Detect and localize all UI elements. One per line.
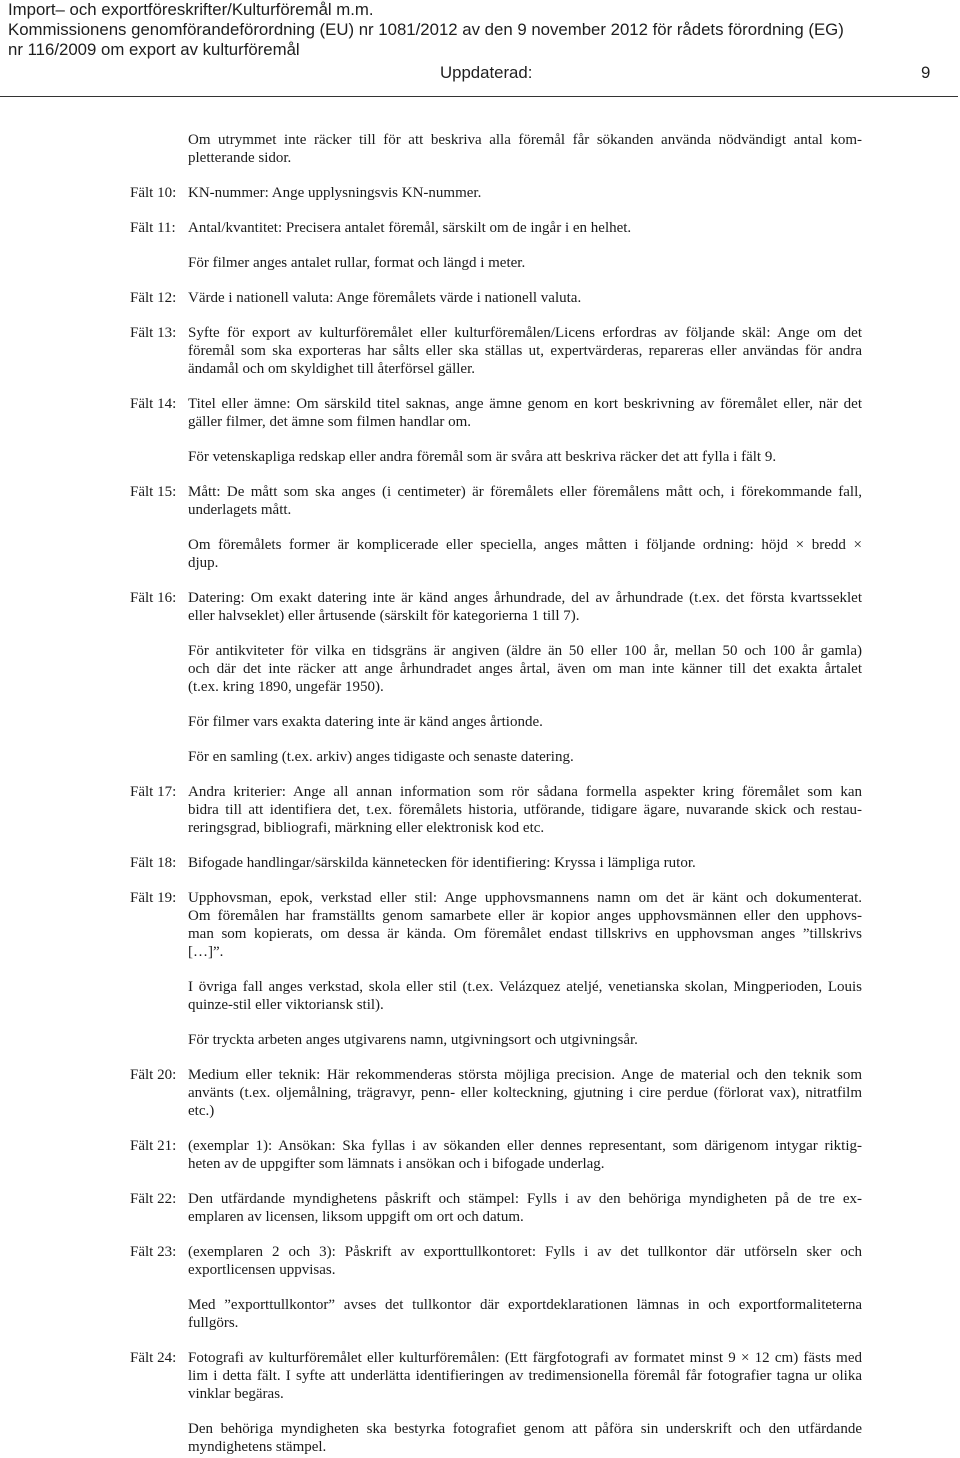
field-label: Fält 24: xyxy=(130,1350,177,1366)
field-11-note xyxy=(188,254,862,272)
text-line: man som kopierats, om dessa är kända. Om föremålet endast tillskrivs en upphovsman anges ”tillskrivs xyxy=(188,926,862,942)
text-line: Den behöriga myndigheten ska bestyrka fotografiet genom att påföra sin underskrift och den utfärdande xyxy=(188,1421,862,1437)
text-line: Bifogade handlingar/särskilda kännetecken för identifiering: Kryssa i lämpliga rutor. xyxy=(188,855,696,871)
text-line: KN-nummer: Ange upplysningsvis KN-nummer. xyxy=(188,185,482,201)
text-line: Mått: De mått som ska anges (i centimeter) är föremålets eller föremålens mått och, i förekommande fall, xyxy=(188,484,862,500)
text-line: Värde i nationell valuta: Ange föremålets värde i nationell valuta. xyxy=(188,290,582,306)
field-10 xyxy=(130,184,862,202)
field-16 xyxy=(130,589,862,625)
text-line: För vetenskapliga redskap eller andra föremål som är svåra att beskriva räcker det att fylla i fält 9. xyxy=(188,449,777,465)
text-line: exportlicensen uppvisas. xyxy=(188,1262,336,1278)
text-line: För tryckta arbeten anges utgivarens namn, utgivningsort och utgivningsår. xyxy=(188,1032,638,1048)
text-line: Med ”exporttullkontor” avses det tullkontor där exportdeklarationen lämnas in och exportformaliteterna xyxy=(188,1297,862,1313)
field-label: Fält 22: xyxy=(130,1191,177,1207)
field-14 xyxy=(130,395,862,431)
field-21 xyxy=(130,1137,862,1173)
text-line: använts (t.ex. oljemålning, trägravyr, penn- eller kolteckning, gjutning i cire perdue (förlorat vax), nitratfilm xyxy=(188,1085,862,1101)
field-label: Fält 10: xyxy=(130,185,177,201)
running-title: Import– och exportföreskrifter/Kulturföremål m.m. xyxy=(8,0,374,19)
field-19-note-1 xyxy=(188,978,862,1014)
text-line: fullgörs. xyxy=(188,1315,239,1331)
text-line: lim i detta fält. I syfte att underlätta identifieringen av tredimensionella föremål får fotografier tagna ur olika xyxy=(188,1368,862,1384)
text-line: myndighetens stämpel. xyxy=(188,1439,327,1455)
field-13 xyxy=(130,324,862,378)
text-line: Om föremålen har framställts genom samarbete eller är kopior anges upphovsmännen eller den upphovs- xyxy=(188,908,862,924)
field-24 xyxy=(130,1349,862,1403)
field-19 xyxy=(130,889,862,961)
field-label: Fält 14: xyxy=(130,396,177,412)
field-label: Fält 19: xyxy=(130,890,177,906)
text-line: Upphovsman, epok, verkstad eller stil: Ange upphovsmannens namn om det är känt och dokumenterat. xyxy=(188,890,862,906)
text-line: pletterande sidor. xyxy=(188,150,292,166)
text-line: (exemplar 1): Ansökan: Ska fyllas i av sökanden eller dennes representant, som därigenom intygar riktig- xyxy=(188,1138,862,1154)
text-line: emplaren av licensen, liksom uppgift om ort och datum. xyxy=(188,1209,524,1225)
text-line: reringsgrad, bibliografi, märkning eller elektronisk kod etc. xyxy=(188,820,545,836)
field-12 xyxy=(130,289,862,307)
page-number: 9 xyxy=(921,63,931,82)
text-line: För filmer anges antalet rullar, format och längd i meter. xyxy=(188,255,526,271)
text-line: Syfte för export av kulturföremålet eller kulturföremålen/Licens erfordras av följande skäl: Ange om det xyxy=(188,325,862,341)
text-line: Om utrymmet inte räcker till för att beskriva alla föremål får sökanden använda nödvändigt antal kom- xyxy=(188,132,862,148)
text-line: Titel eller ämne: Om särskild titel saknas, ange ämne genom en kort beskrivning av föremålet eller, när det xyxy=(188,396,862,412)
text-line: etc.) xyxy=(188,1103,215,1119)
field-label: Fält 17: xyxy=(130,784,177,800)
text-line: I övriga fall anges verkstad, skola eller stil (t.ex. Velázquez ateljé, venetianska skolan, Mingperioden, Louis xyxy=(188,979,862,995)
field-24-note xyxy=(188,1420,862,1456)
field-18 xyxy=(130,854,862,872)
regulation-title-line-2: nr 116/2009 om export av kulturföremål xyxy=(8,40,300,59)
field-16-note-1 xyxy=(188,642,862,696)
text-line: Andra kriterier: Ange all annan information som rör sådana formella aspekter kring föremålet som kan xyxy=(188,784,862,800)
field-16-note-2 xyxy=(188,713,862,731)
text-line: (exemplaren 2 och 3): Påskrift av exporttullkontoret: Fylls i av det tullkontor där utförseln sker och xyxy=(188,1244,862,1260)
field-label: Fält 23: xyxy=(130,1244,177,1260)
field-16-note-3 xyxy=(188,748,862,766)
text-line: För en samling (t.ex. arkiv) anges tidigaste och senaste datering. xyxy=(188,749,574,765)
text-line: För antikviteter för vilka en tidsgräns är angiven (äldre än 50 eller 100 år, mellan 50 och 100 år gamla) xyxy=(188,643,862,659)
field-label: Fält 16: xyxy=(130,590,177,606)
regulation-title-line-1: Kommissionens genomförandeförordning (EU) nr 1081/2012 av den 9 november 2012 för rådets förordning (EG) xyxy=(8,20,844,39)
field-label: Fält 20: xyxy=(130,1067,177,1083)
text-line: underlagets mått. xyxy=(188,502,292,518)
text-line: För filmer vars exakta datering inte är känd anges årtionde. xyxy=(188,714,543,730)
field-label: Fält 21: xyxy=(130,1138,177,1154)
text-line: och där det inte räcker att ange århundradet anges årtal, även om man inte känner till det exakta årtalet xyxy=(188,661,862,677)
text-line: (t.ex. kring 1890, ungefär 1950). xyxy=(188,679,384,695)
text-line: gäller filmer, det ämne som filmen handlar om. xyxy=(188,414,472,430)
field-label: Fält 13: xyxy=(130,325,177,341)
field-15-note xyxy=(188,536,862,572)
field-19-note-2 xyxy=(188,1031,862,1049)
field-23-note xyxy=(188,1296,862,1332)
field-label: Fält 11: xyxy=(130,220,176,236)
field-23 xyxy=(130,1243,862,1279)
text-line: ändamål och om skyldighet till återförsel gäller. xyxy=(188,361,475,377)
text-line: djup. xyxy=(188,555,219,571)
text-line: Medium eller teknik: Här rekommenderas största möjliga precision. Ange de material och den teknik som xyxy=(188,1067,862,1083)
field-14-note xyxy=(188,448,862,466)
text-line: Den utfärdande myndighetens påskrift och stämpel: Fylls i av den behöriga myndigheten på de tre ex- xyxy=(188,1191,862,1207)
text-line: Om föremålets former är komplicerade eller speciella, anges måtten i följande ordning: höjd × bredd × xyxy=(188,537,862,553)
text-line: quinze-stil eller viktoriansk stil). xyxy=(188,997,384,1013)
text-line: Datering: Om exakt datering inte är känd anges århundrade, del av århundrade (t.ex. det första kvartsseklet xyxy=(188,590,862,606)
text-line: föremål som ska exporteras har sålts eller ska ställas ut, expertvärderas, repareras eller användas för andra xyxy=(188,343,862,359)
updated-label: Uppdaterad: xyxy=(440,63,533,82)
field-20 xyxy=(130,1066,862,1120)
text-line: vinklar begäras. xyxy=(188,1386,284,1402)
field-15 xyxy=(130,483,862,519)
text-line: heten av de uppgifter som lämnats i ansökan och i bifogade underlag. xyxy=(188,1156,605,1172)
document-body xyxy=(130,131,862,1456)
text-line: Antal/kvantitet: Precisera antalet föremål, särskilt om de ingår i en helhet. xyxy=(188,220,632,236)
field-label: Fält 18: xyxy=(130,855,177,871)
field-17 xyxy=(130,783,862,837)
text-line: Fotografi av kulturföremålet eller kulturföremålen: (Ett färgfotografi av formatet minst 9 × 12 cm) fästs med xyxy=(188,1350,862,1366)
text-line: […]”. xyxy=(188,944,224,960)
field-22 xyxy=(130,1190,862,1226)
text-line: eller halvseklet) eller årtusende (särskilt för kategorierna 1 till 7). xyxy=(188,608,580,624)
text-line: bidra till att identifiera det, t.ex. föremålets historia, utförande, tidigare ägare, nuvarande skick och restau- xyxy=(188,802,862,818)
field-label: Fält 12: xyxy=(130,290,177,306)
header-rule xyxy=(0,96,958,97)
field-label: Fält 15: xyxy=(130,484,177,500)
intro-paragraph xyxy=(188,131,862,167)
field-11 xyxy=(130,219,862,237)
